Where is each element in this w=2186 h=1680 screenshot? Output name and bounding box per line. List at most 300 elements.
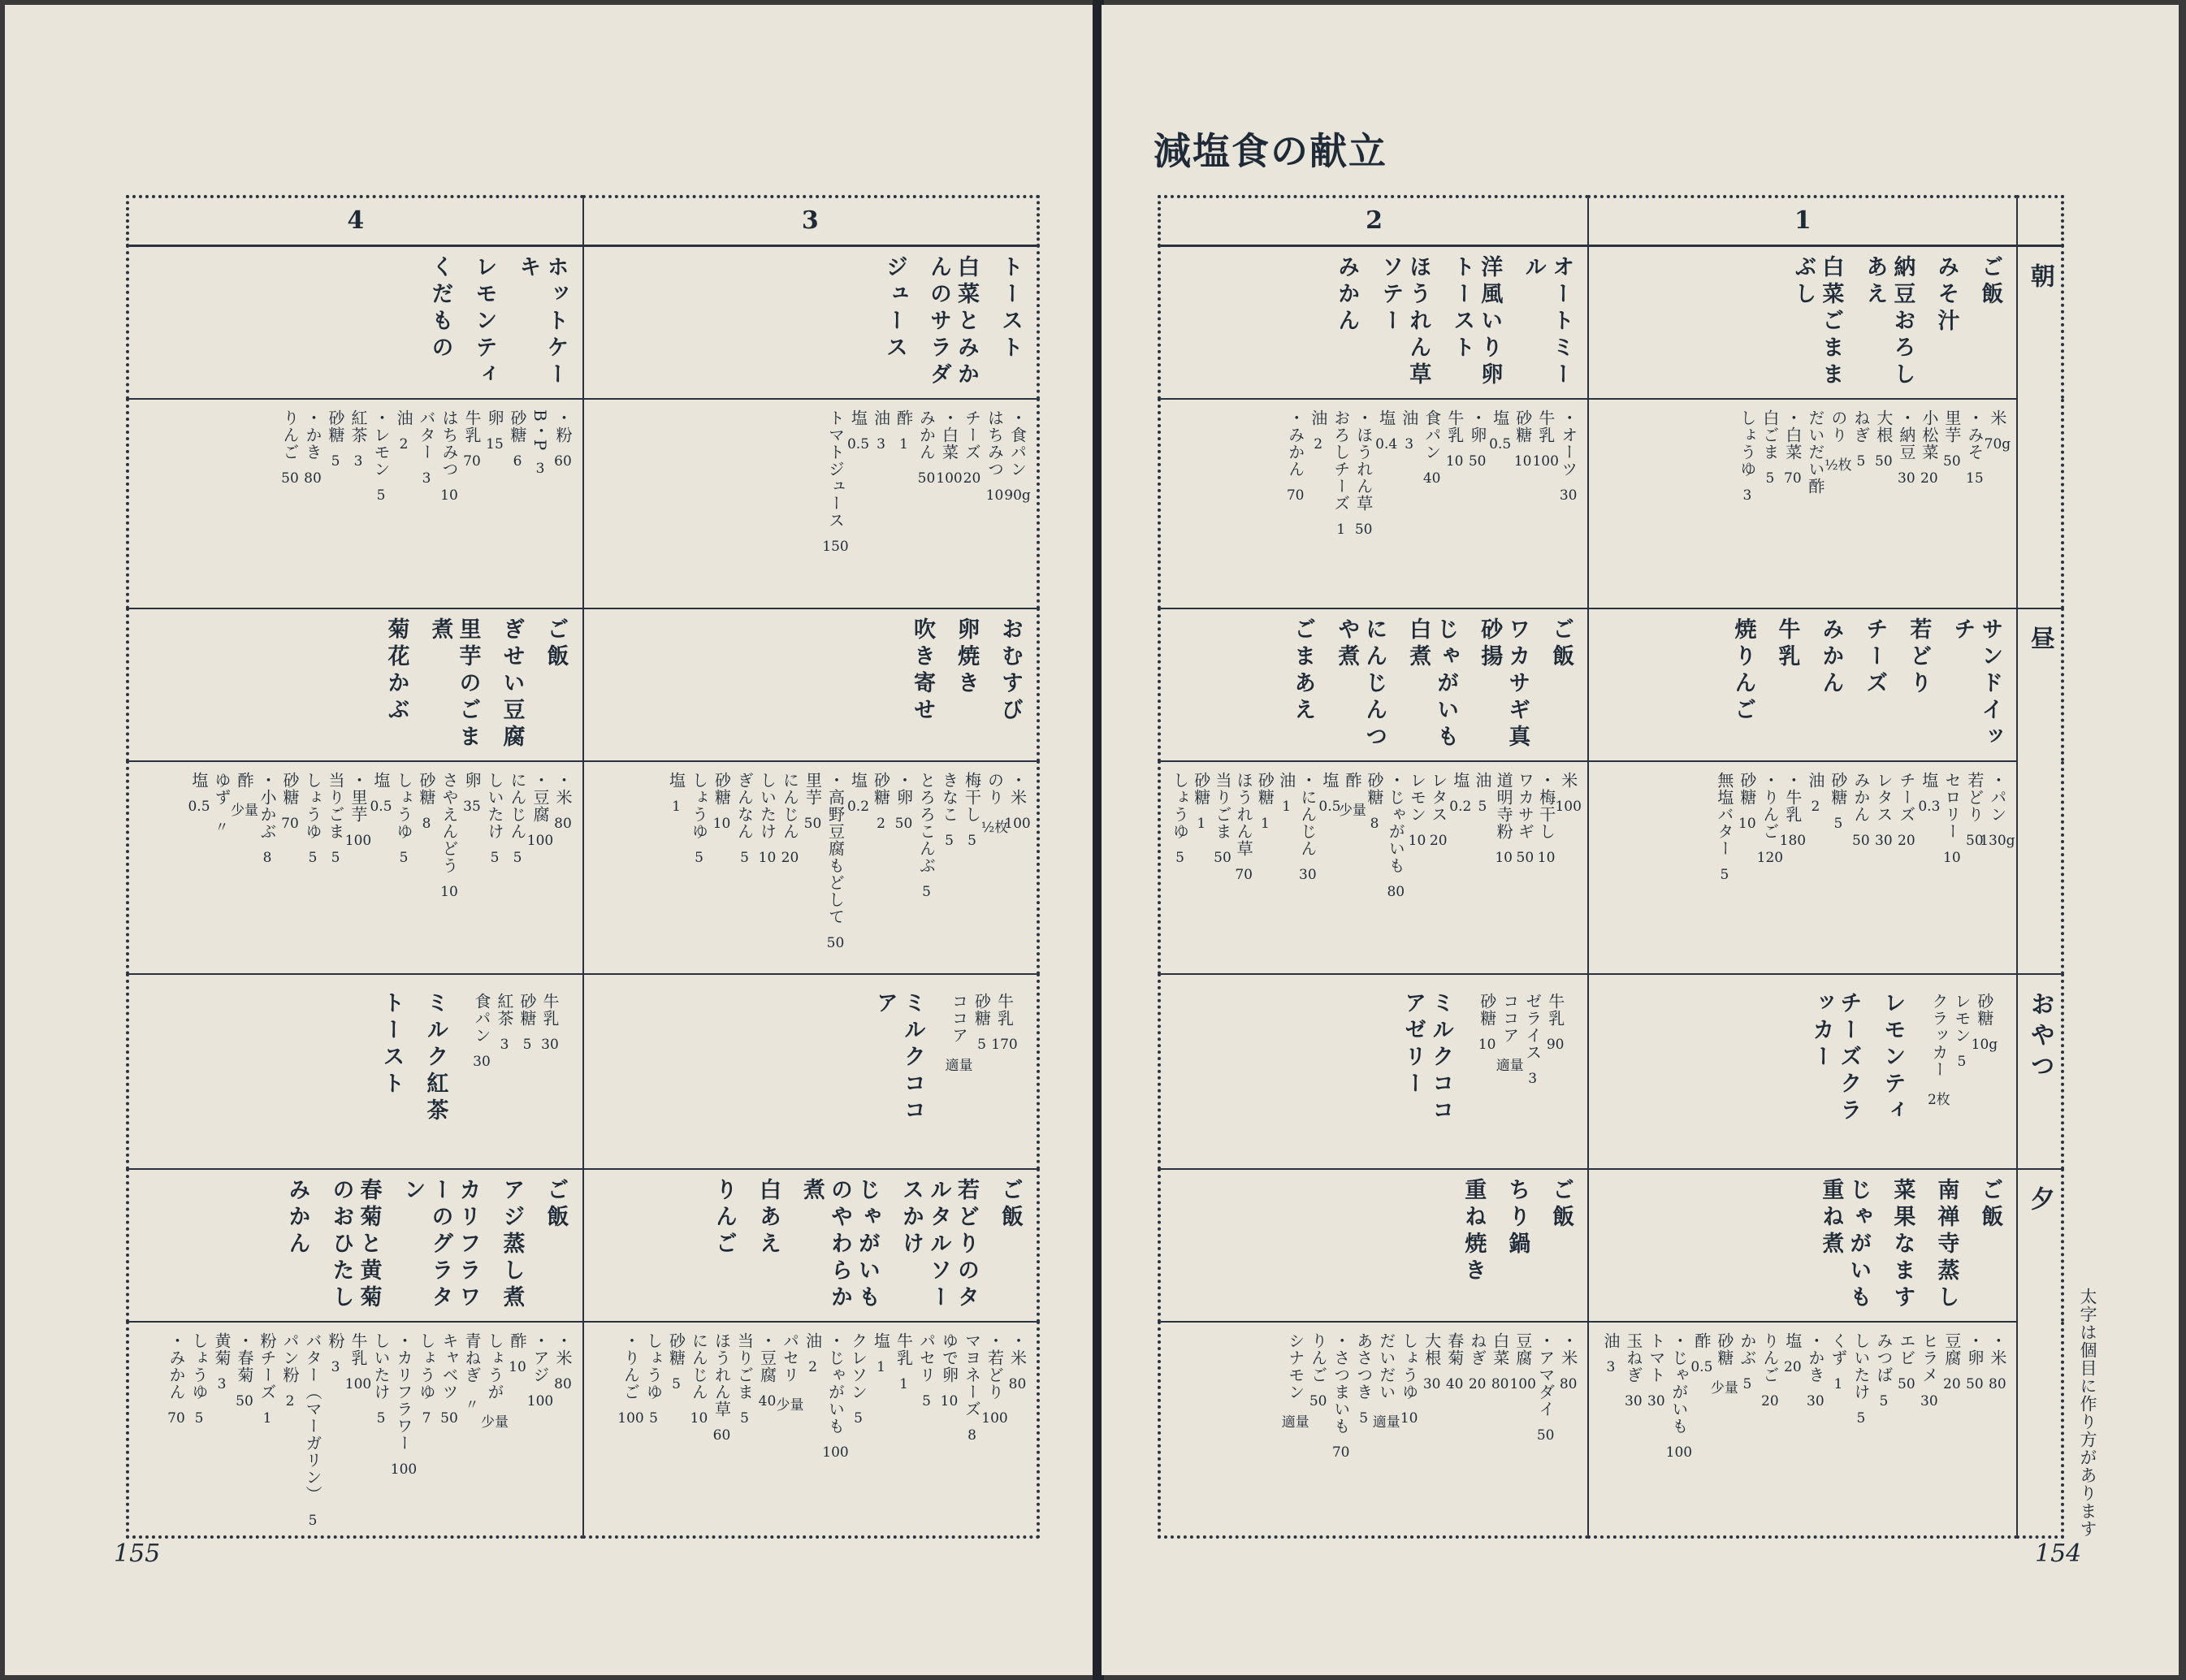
ingredient-item bbox=[1004, 409, 1031, 504]
ingredient-name: 砂糖 bbox=[1365, 771, 1385, 806]
dish-name: くだもの bbox=[427, 254, 453, 362]
ingredient-name: ・りんご bbox=[1760, 771, 1780, 840]
ingredient-amount: 20 bbox=[1784, 1358, 1802, 1375]
ingredient-amount: 30 bbox=[1647, 1392, 1665, 1409]
ingredient-name: 牛乳 bbox=[540, 992, 560, 1027]
ingredient-amount: 2 bbox=[1811, 798, 1820, 815]
ingredient-item bbox=[1986, 1332, 2008, 1392]
ingredient-amount: 2 bbox=[808, 1358, 817, 1375]
ingredient-name: ゼライス bbox=[1522, 992, 1543, 1061]
ingredient-amount: 0.5 bbox=[1489, 435, 1512, 452]
cell bbox=[1159, 761, 1588, 974]
dish-name: チーズ bbox=[1862, 617, 1888, 698]
ingredient-item bbox=[1489, 1332, 1511, 1392]
page-number-left: 155 bbox=[114, 1539, 161, 1568]
ingredient-item bbox=[1444, 1332, 1465, 1392]
ingredient-amount: 130g bbox=[1980, 832, 2015, 849]
ingredient-name: 砂糖 bbox=[517, 992, 537, 1027]
ingredient-amount: 2枚 bbox=[1927, 1091, 1950, 1108]
cell bbox=[128, 1169, 583, 1322]
meal-label-lunch: 昼 bbox=[2017, 608, 2063, 974]
ingredient-amount: 5 bbox=[1856, 1409, 1866, 1427]
ingredient-name: ・里芋 bbox=[348, 771, 368, 823]
cell bbox=[128, 245, 583, 399]
ingredient-name: ゆず bbox=[212, 771, 232, 806]
ingredient-name: 油 bbox=[1308, 409, 1328, 426]
ingredient-name: 里芋 bbox=[803, 771, 823, 806]
ingredient-item bbox=[1963, 409, 1985, 487]
ingredient-name: ・米 bbox=[1007, 1331, 1028, 1366]
ingredient-name: ・りんご bbox=[621, 1331, 641, 1401]
cell bbox=[583, 974, 1039, 1169]
ingredient-name: ・小かぶ bbox=[258, 771, 277, 840]
menu-table-right bbox=[1158, 195, 2064, 1539]
ingredient-amount: 20 bbox=[781, 849, 799, 866]
ingredient-item bbox=[1386, 772, 1406, 900]
ingredient-amount: 8 bbox=[422, 815, 431, 832]
dish-name: みかん bbox=[1334, 254, 1360, 336]
ingredient-item bbox=[507, 772, 529, 866]
ingredient-name: 砂糖 bbox=[1974, 992, 1994, 1027]
ingredient-name: 酢 bbox=[1342, 771, 1362, 789]
ingredient-amount: 3 bbox=[1405, 435, 1414, 452]
ingredient-item bbox=[494, 993, 516, 1053]
ingredient-name: 砂糖 bbox=[972, 992, 992, 1027]
ingredient-item bbox=[1736, 1332, 1758, 1392]
ingredient-item bbox=[1850, 409, 1872, 470]
ingredient-item bbox=[1535, 1332, 1556, 1444]
ingredient-name: かぶ bbox=[1737, 1331, 1757, 1366]
ingredient-item bbox=[1690, 1332, 1712, 1375]
ingredient-item bbox=[302, 772, 324, 866]
ingredient-amount: 5 bbox=[977, 1036, 986, 1053]
ingredient-amount: 100 bbox=[1665, 1444, 1693, 1461]
ingredient-name: 紅茶 bbox=[495, 992, 514, 1027]
dish-name: 里芋のごま煮 bbox=[427, 617, 481, 751]
cell bbox=[1588, 1169, 2017, 1322]
ingredient-item bbox=[370, 409, 392, 504]
ingredient-item bbox=[1281, 1331, 1309, 1431]
ingredient-amount: 3 bbox=[353, 452, 363, 470]
ingredient-name: だいだい bbox=[1376, 1331, 1396, 1401]
ingredient-name: ・じゃがいも bbox=[1669, 1331, 1689, 1435]
ingredient-item bbox=[961, 772, 983, 849]
dish-name: ご飯 bbox=[543, 617, 569, 671]
ingredient-name: 砂糖 bbox=[871, 771, 891, 806]
ingredient-item bbox=[1421, 409, 1443, 487]
ingredient-amount: 20 bbox=[1468, 1375, 1487, 1392]
ingredient-name: 粉 bbox=[326, 1331, 345, 1349]
ingredient-amount: 100 bbox=[344, 1375, 372, 1392]
dish-name: みそ汁 bbox=[1933, 254, 1959, 336]
ingredient-name: ・豆腐 bbox=[757, 1331, 777, 1383]
ingredient-name: 酢 bbox=[508, 1331, 527, 1349]
ingredient-name: ・卵 bbox=[1964, 1331, 1985, 1366]
ingredient-amount: ½枚 bbox=[1825, 457, 1852, 474]
ingredient-name: ぎんなん bbox=[734, 771, 755, 840]
ingredient-item bbox=[481, 1331, 509, 1431]
ingredient-item bbox=[393, 409, 415, 452]
ingredient-item bbox=[1895, 1332, 1917, 1392]
ingredient-amount: 1 bbox=[877, 1358, 885, 1375]
ingredient-name: くず bbox=[1828, 1331, 1848, 1366]
ingredient-item bbox=[1645, 1332, 1667, 1409]
ingredient-name: 塩 bbox=[371, 771, 391, 789]
dish-name: 若どりのタルタルソースかけ bbox=[898, 1177, 979, 1312]
ingredient-item bbox=[938, 772, 960, 849]
ingredient-amount: 50 bbox=[803, 815, 822, 832]
ingredient-name: 砂糖 bbox=[1191, 771, 1211, 806]
ingredient-name: ・米 bbox=[553, 1331, 573, 1366]
ingredient-amount: 20 bbox=[1943, 1375, 1961, 1392]
ingredient-item bbox=[1759, 409, 1781, 487]
ingredient-amount: 適量 bbox=[1281, 1414, 1309, 1431]
ingredient-item bbox=[1963, 1332, 1985, 1392]
ingredient-name: キャベツ bbox=[439, 1331, 459, 1401]
dish-name: ミルク紅茶 bbox=[422, 990, 448, 1125]
ingredient-item bbox=[847, 1332, 869, 1427]
ingredient-amount: 1 bbox=[672, 798, 681, 815]
ingredient-amount: 適量 bbox=[1496, 1057, 1524, 1074]
cell bbox=[583, 245, 1039, 399]
ingredient-name: ・食パン bbox=[1007, 409, 1028, 478]
ingredient-name: トマト bbox=[1646, 1331, 1666, 1383]
ingredient-item bbox=[1515, 772, 1535, 866]
ingredient-item bbox=[257, 1332, 279, 1427]
ingredient-name: とろろこんぶ bbox=[916, 771, 937, 874]
ingredient-amount: 170 bbox=[991, 1036, 1018, 1053]
ingredient-name: ・納豆 bbox=[1896, 409, 1916, 461]
ingredient-name: みかん bbox=[916, 409, 937, 461]
ingredient-amount: 80 bbox=[1008, 1375, 1027, 1392]
ingredient-item bbox=[643, 1332, 664, 1427]
ingredient-item bbox=[188, 772, 210, 815]
ingredient-name: ・パン bbox=[1987, 771, 2007, 823]
ingredient-amount: 1 bbox=[1282, 798, 1292, 815]
ingredient-name: ・カリフラワー bbox=[394, 1331, 413, 1452]
ingredient-amount: 120 bbox=[1756, 849, 1784, 866]
ingredient-amount: 70 bbox=[1331, 1444, 1350, 1461]
ingredient-item bbox=[1544, 993, 1566, 1053]
ingredient-item bbox=[166, 1332, 188, 1427]
ingredient-item bbox=[1736, 772, 1758, 832]
ingredient-name: 塩 bbox=[1450, 771, 1470, 789]
ingredient-name: しいたけ bbox=[485, 771, 504, 840]
ingredient-name: 塩 bbox=[1490, 409, 1510, 426]
ingredient-name: 卵 bbox=[462, 771, 482, 789]
meal-label-dinner: 夕 bbox=[2017, 1169, 2063, 1537]
ingredient-item bbox=[507, 409, 529, 470]
ingredient-amount: 100 bbox=[1555, 798, 1582, 815]
dish-name: 重ね焼き bbox=[1461, 1177, 1487, 1285]
ingredient-name: 白ごま bbox=[1760, 409, 1780, 461]
ingredient-item bbox=[1476, 993, 1498, 1053]
ingredient-item bbox=[552, 772, 574, 832]
ingredient-name: 油 bbox=[394, 409, 413, 426]
dish-name: 白菜とみかんのサラダ bbox=[926, 254, 979, 389]
ingredient-item bbox=[1872, 1332, 1894, 1409]
ingredient-amount: 2 bbox=[285, 1392, 295, 1409]
ingredient-amount: 5 bbox=[1720, 866, 1729, 883]
cell bbox=[1588, 608, 2017, 761]
ingredient-amount: 5 bbox=[1478, 798, 1487, 815]
ingredient-name: パン粉 bbox=[280, 1331, 300, 1383]
ingredient-name: ・にんじん bbox=[1297, 771, 1318, 857]
ingredient-amount: 5 bbox=[331, 849, 340, 866]
ingredient-item bbox=[302, 409, 324, 487]
ingredient-name: ・かき bbox=[303, 409, 322, 461]
ingredient-name: ほうれん草 bbox=[1234, 771, 1254, 857]
ingredient-item bbox=[211, 772, 233, 836]
ingredient-amount: 60 bbox=[554, 452, 572, 470]
ingredient-amount: 10 bbox=[690, 1409, 708, 1427]
ingredient-amount: 5 bbox=[376, 1409, 386, 1427]
ingredient-amount: 5 bbox=[967, 832, 976, 849]
ingredient-name: 牛乳 bbox=[1535, 409, 1556, 444]
ingredient-item bbox=[1759, 1332, 1781, 1409]
ingredient-item bbox=[1532, 409, 1559, 470]
ingredient-amount: 50 bbox=[1309, 1392, 1327, 1409]
ingredient-item bbox=[734, 772, 755, 866]
cell bbox=[583, 608, 1039, 761]
ingredient-name: ・レモン bbox=[371, 409, 391, 478]
ingredient-name: あさつき bbox=[1353, 1331, 1374, 1401]
ingredient-amount: 5 bbox=[922, 1392, 931, 1409]
ingredient-amount: 90 bbox=[1546, 1036, 1565, 1053]
ingredient-name: のり bbox=[1828, 409, 1848, 444]
ingredient-item bbox=[1980, 771, 2015, 849]
ingredient-name: 砂糖 bbox=[1255, 771, 1275, 806]
ingredient-item bbox=[1984, 409, 2011, 452]
ingredient-item bbox=[961, 1332, 983, 1444]
ingredient-name: ・白菜 bbox=[1782, 409, 1803, 461]
menu2-header: 2 bbox=[1159, 197, 1588, 245]
ingredient-item bbox=[1255, 772, 1275, 832]
ingredient-amount: 5 bbox=[740, 1409, 749, 1427]
ingredient-item bbox=[1512, 409, 1534, 470]
ingredient-name: 牛乳 bbox=[462, 409, 482, 444]
ingredient-name: 砂糖 bbox=[666, 1331, 686, 1366]
ingredient-name: バター bbox=[417, 409, 436, 461]
ingredient-amount: 10 bbox=[985, 487, 1004, 504]
ingredient-item bbox=[484, 409, 506, 452]
dish-name: 若どり bbox=[1906, 617, 1932, 698]
ingredient-name: 砂糖 bbox=[1477, 992, 1497, 1027]
ingredient-item bbox=[1950, 993, 1972, 1070]
ingredient-item bbox=[916, 409, 937, 487]
ingredient-name: パセリ bbox=[916, 1331, 937, 1383]
cell bbox=[1588, 974, 2017, 1169]
ingredient-name: ・じゃがいも bbox=[825, 1331, 846, 1435]
ingredient-amount: 150 bbox=[822, 538, 849, 555]
ingredient-name: 油 bbox=[1472, 771, 1492, 789]
ingredient-name: 塩 bbox=[189, 771, 209, 789]
cell bbox=[1159, 974, 1588, 1169]
ingredient-item bbox=[870, 1332, 892, 1375]
ingredient-item bbox=[507, 1332, 529, 1375]
ingredient-amount: 40 bbox=[1422, 470, 1441, 487]
ingredient-item bbox=[439, 409, 461, 504]
ingredient-amount: 〃 bbox=[465, 1396, 479, 1414]
ingredient-name: ほうれん草 bbox=[712, 1331, 732, 1418]
ingredient-name: しょうゆ bbox=[394, 771, 413, 840]
ingredient-name: 玉ねぎ bbox=[1623, 1331, 1643, 1383]
ingredient-amount: 3 bbox=[500, 1036, 509, 1053]
ingredient-amount: 30 bbox=[1807, 1392, 1825, 1409]
ingredient-name: みつば bbox=[1873, 1331, 1894, 1383]
ingredient-name: 砂糖 bbox=[1828, 771, 1848, 806]
ingredient-name: 米 bbox=[1987, 409, 2007, 426]
ingredient-name: 牛乳 bbox=[1444, 409, 1465, 444]
ingredient-item bbox=[1407, 772, 1427, 849]
ingredient-item bbox=[1895, 772, 1917, 849]
ingredient-amount: 80 bbox=[1559, 1375, 1578, 1392]
ingredient-amount: 5 bbox=[331, 452, 340, 470]
ingredient-item bbox=[484, 772, 506, 866]
ingredient-amount: 10 bbox=[1445, 452, 1464, 470]
ingredient-name: しょうゆ bbox=[303, 771, 322, 840]
ingredient-amount: 10 bbox=[712, 815, 731, 832]
ingredient-amount: 50 bbox=[1966, 1375, 1984, 1392]
ingredient-name: ココア bbox=[1500, 992, 1520, 1044]
ingredient-amount: 35 bbox=[463, 798, 481, 815]
ingredient-amount: 5 bbox=[1957, 1053, 1967, 1070]
ingredient-name: 酢 bbox=[235, 771, 254, 789]
ingredient-amount: 7 bbox=[422, 1409, 431, 1427]
ingredient-item bbox=[711, 772, 733, 832]
cell bbox=[128, 974, 583, 1169]
ingredient-name: しょうゆ bbox=[1737, 409, 1757, 478]
dish-name: 春菊と黄菊のおひたし bbox=[328, 1177, 382, 1312]
ingredient-amount: 80 bbox=[1387, 883, 1405, 900]
ingredient-item bbox=[617, 1331, 644, 1427]
dish-name: 牛乳 bbox=[1774, 617, 1800, 671]
ingredient-name: 牛乳 bbox=[348, 1331, 368, 1366]
ingredient-amount: 10 bbox=[940, 1392, 959, 1409]
cell bbox=[1588, 245, 2017, 399]
ingredient-item bbox=[416, 1332, 438, 1427]
ingredient-name: 豆腐 bbox=[1941, 1331, 1962, 1366]
ingredient-item bbox=[1850, 1332, 1872, 1427]
cell bbox=[1159, 1169, 1588, 1322]
ingredient-item bbox=[471, 993, 493, 1070]
ingredient-amount: ½枚 bbox=[980, 819, 1009, 836]
ingredient-item bbox=[1781, 409, 1803, 487]
ingredient-amount: 1 bbox=[1336, 521, 1346, 538]
ingredient-item bbox=[945, 992, 973, 1074]
ingredient-amount: 20 bbox=[1920, 470, 1938, 487]
ingredient-amount: 5 bbox=[399, 849, 409, 866]
ingredient-item bbox=[234, 1332, 256, 1409]
ingredient-item bbox=[961, 409, 983, 487]
ingredient-name: ・みそ bbox=[1964, 409, 1985, 461]
dish-name: みかん bbox=[1818, 617, 1844, 698]
dish-name: 南禅寺蒸し bbox=[1933, 1177, 1959, 1312]
ingredient-item bbox=[756, 772, 778, 866]
footnote: 太字は個目に作り方があります bbox=[2078, 1288, 2097, 1538]
ingredient-item bbox=[1713, 772, 1735, 883]
ingredient-name: 白菜 bbox=[1490, 1331, 1510, 1366]
dish-name: 白菜ごままぶし bbox=[1790, 254, 1844, 389]
ingredient-name: 米 bbox=[1558, 771, 1578, 789]
ingredient-name: 油 bbox=[1399, 409, 1419, 426]
meal-label-snack: おやつ bbox=[2017, 974, 2063, 1169]
ingredient-name: 牛乳 bbox=[994, 992, 1015, 1027]
ingredient-amount: 50 bbox=[1536, 1427, 1555, 1444]
ingredient-item bbox=[1353, 1332, 1374, 1427]
ingredient-amount: 50 bbox=[1966, 832, 1984, 849]
ingredient-item bbox=[1536, 772, 1556, 866]
ingredient-amount: 30 bbox=[1422, 1375, 1441, 1392]
ingredient-item bbox=[1622, 1332, 1644, 1409]
ingredient-item bbox=[893, 772, 915, 832]
ingredient-name: しいたけ bbox=[371, 1331, 391, 1401]
ingredient-name: ココア bbox=[949, 992, 969, 1044]
ingredient-item bbox=[779, 772, 801, 866]
ingredient-item bbox=[1756, 771, 1784, 866]
ingredient-amount: 30 bbox=[1875, 832, 1893, 849]
dish-name: ぎせい豆腐 bbox=[499, 617, 525, 751]
dish-name: 納豆おろしあえ bbox=[1862, 254, 1915, 389]
ingredient-amount: 50 bbox=[1852, 832, 1870, 849]
ingredient-amount: 適量 bbox=[945, 1057, 973, 1074]
dish-name: アジ蒸し煮 bbox=[499, 1177, 525, 1312]
ingredient-name: しょうが bbox=[485, 1331, 504, 1401]
ingredient-name: レモン bbox=[1407, 771, 1427, 823]
ingredient-item bbox=[1318, 772, 1340, 815]
ingredient-item bbox=[1212, 772, 1232, 866]
ingredient-name: レタス bbox=[1428, 771, 1448, 823]
ingredient-amount: 20 bbox=[963, 470, 981, 487]
ingredient-name: 黄菊 bbox=[212, 1331, 232, 1366]
ingredient-name: シナモン bbox=[1285, 1331, 1305, 1401]
ingredient-item bbox=[1375, 409, 1397, 452]
ingredient-amount: 適量 bbox=[1372, 1414, 1400, 1431]
ingredient-item bbox=[1170, 772, 1190, 866]
ingredient-name: チーズ bbox=[1896, 771, 1916, 823]
ingredient-amount: 10 bbox=[1513, 452, 1532, 470]
ingredient-amount: 5 bbox=[513, 849, 522, 866]
ingredient-name: しいたけ bbox=[1851, 1331, 1871, 1401]
ingredient-amount: 30 bbox=[1299, 866, 1317, 883]
dish-name: 白あえ bbox=[755, 1177, 781, 1258]
ingredient-amount: 0.5 bbox=[846, 435, 870, 452]
ingredient-item bbox=[1421, 1332, 1443, 1392]
ingredient-name: 食パン bbox=[1422, 409, 1442, 461]
ingredient-name: にんじん bbox=[780, 771, 800, 840]
ingredient-amount: 80 bbox=[1491, 1375, 1509, 1392]
ingredient-amount: 5 bbox=[308, 849, 318, 866]
ingredient-name: りんご bbox=[1760, 1331, 1780, 1383]
ingredient-item bbox=[1557, 1332, 1579, 1392]
dish-name: 菊花かぶ bbox=[383, 617, 409, 725]
ingredient-name: ヒラメ bbox=[1919, 1331, 1939, 1383]
ingredient-name: しいたけ bbox=[757, 771, 777, 840]
meal-label-breakfast: 朝 bbox=[2017, 245, 2063, 608]
ingredient-amount: 50 bbox=[440, 1409, 458, 1427]
ingredient-name: さやえんどう bbox=[439, 771, 459, 874]
ingredient-name: ・白菜 bbox=[939, 409, 959, 461]
ingredient-name: 当りごま bbox=[1212, 771, 1232, 840]
dish-name: ワカサギ真砂揚 bbox=[1477, 617, 1530, 751]
ingredient-name: トマトジュース bbox=[825, 409, 846, 529]
ingredient-name: 食パン bbox=[472, 992, 491, 1044]
ingredient-item bbox=[1307, 1332, 1329, 1409]
ingredient-item bbox=[802, 1332, 824, 1375]
cell bbox=[128, 608, 583, 761]
ingredient-amount: 3 bbox=[217, 1375, 227, 1392]
ingredient-item bbox=[870, 409, 892, 452]
